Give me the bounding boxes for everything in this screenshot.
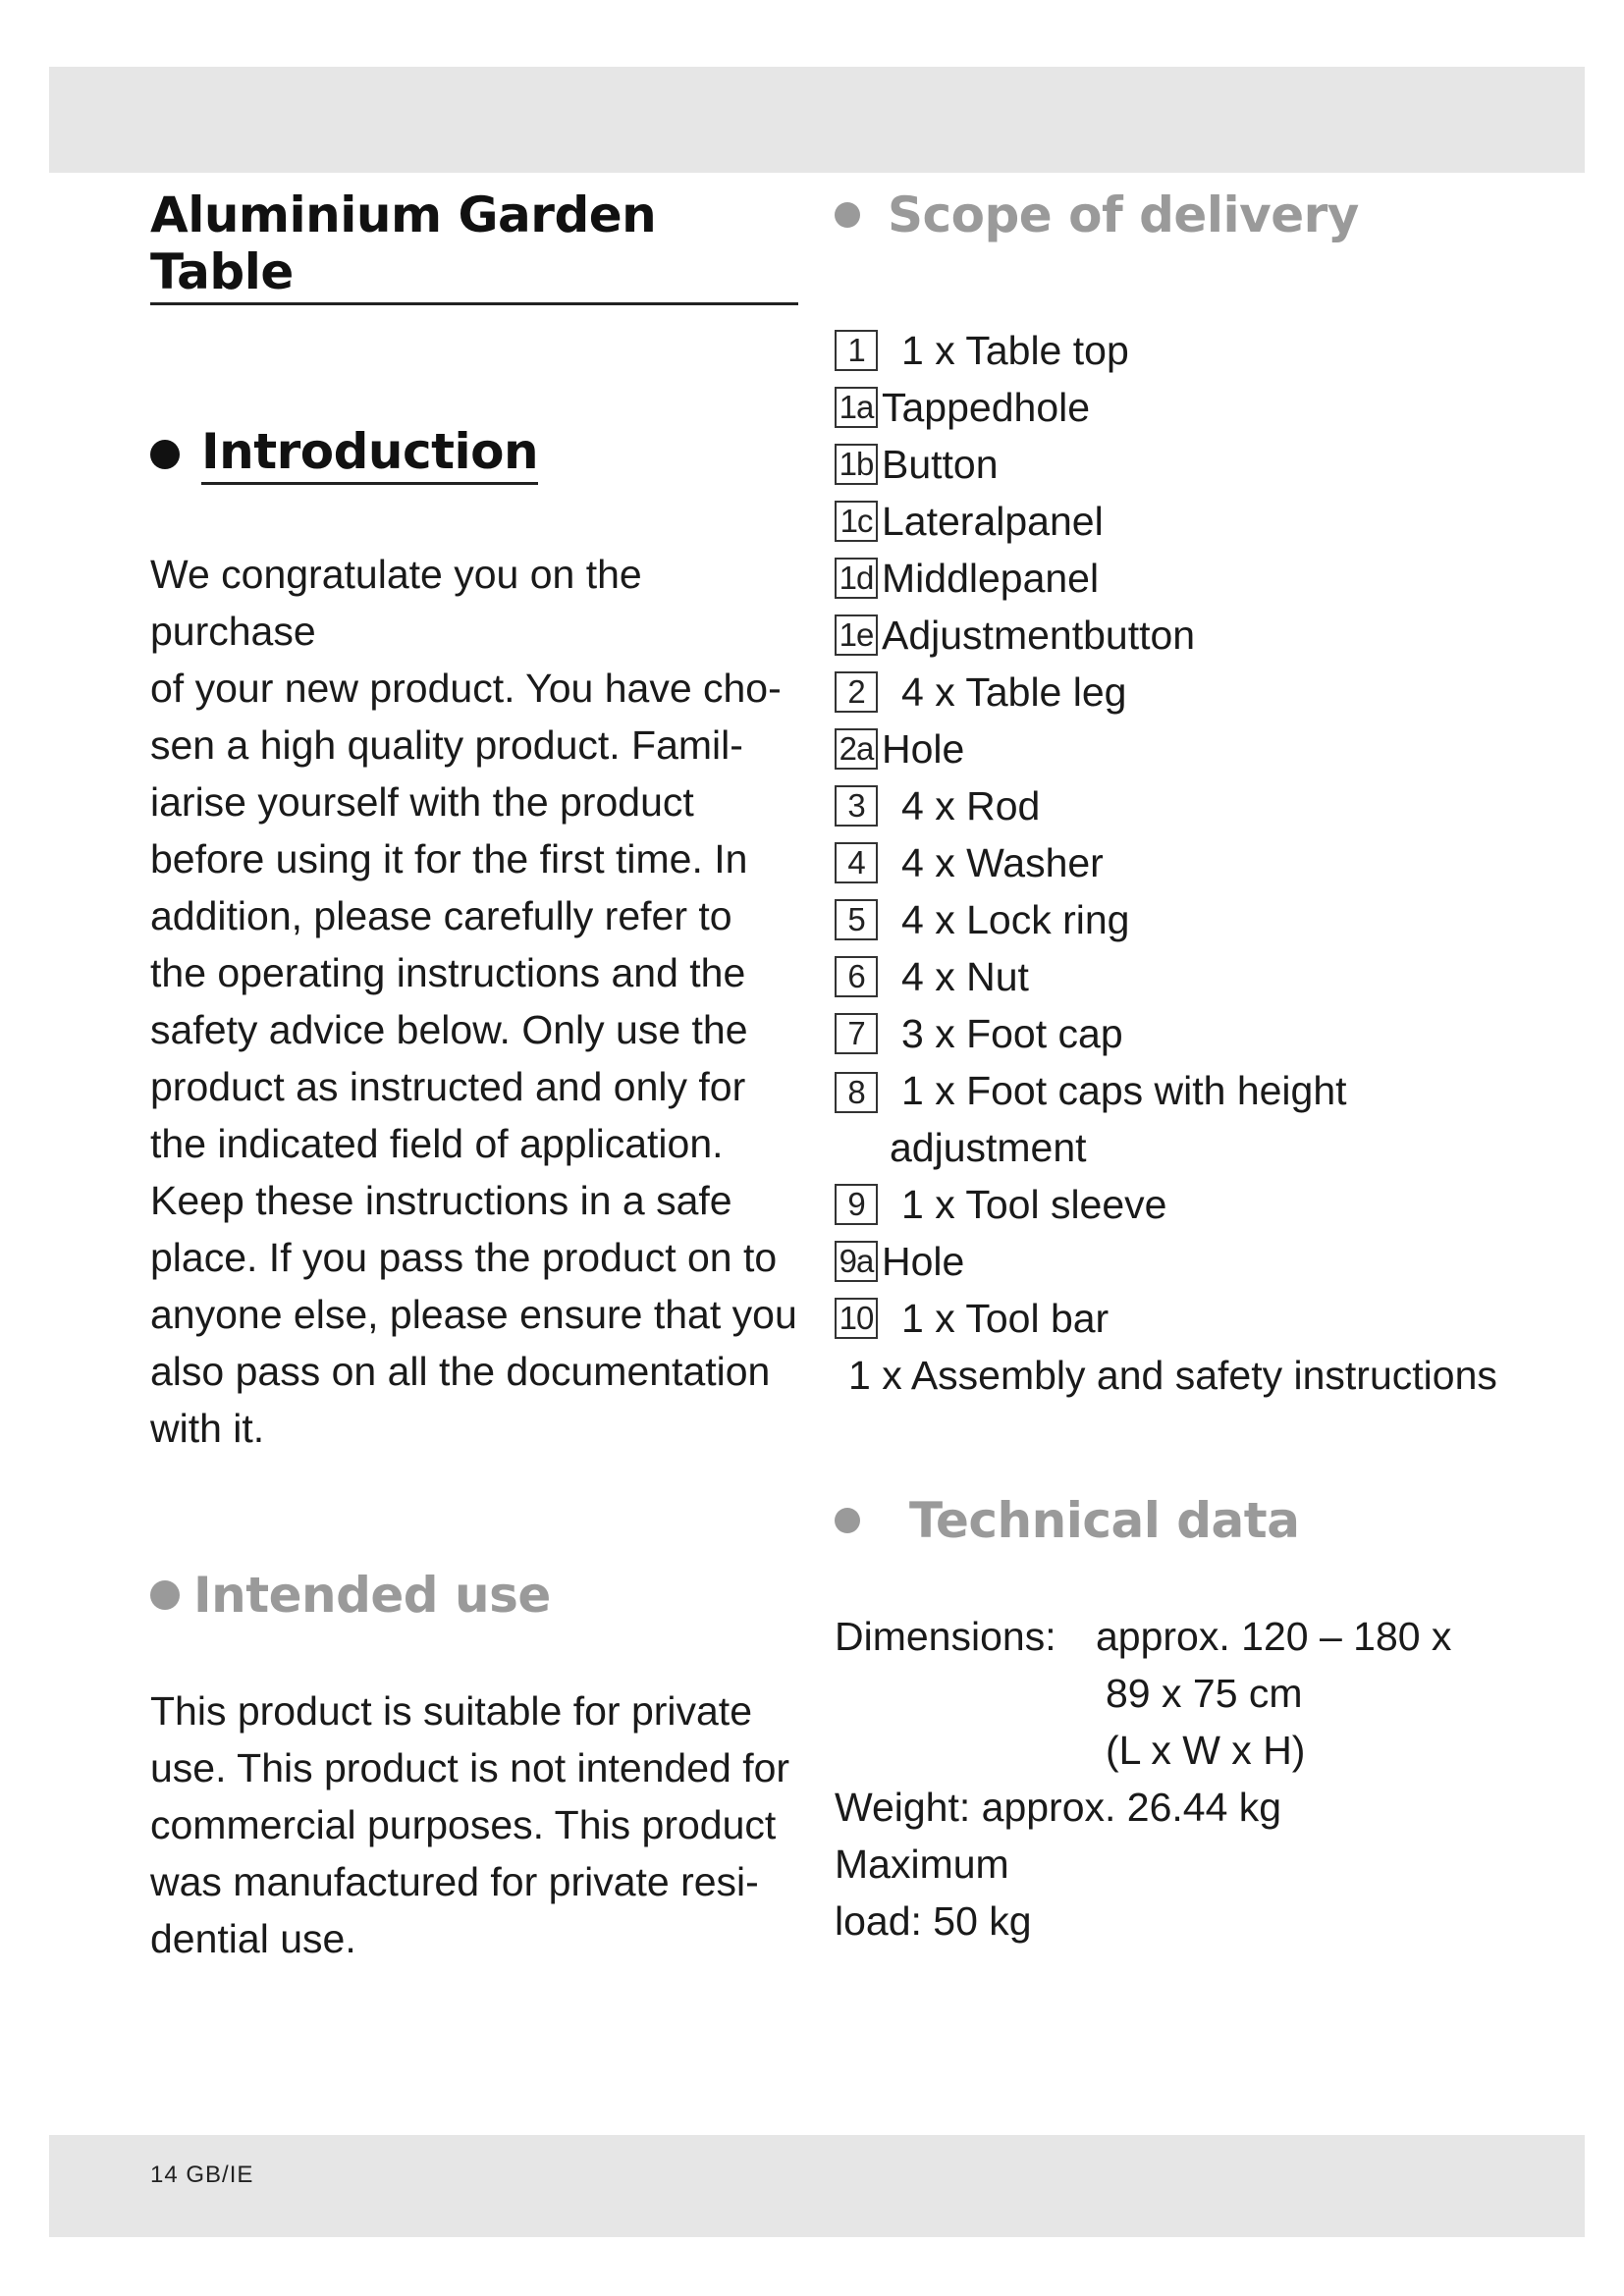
intended-use-paragraph: [150, 1682, 798, 1967]
paragraph-line: product as instructed and only for: [150, 1064, 746, 1109]
paragraph-line: the indicated field of application.: [150, 1121, 724, 1166]
header-band: [49, 67, 1585, 173]
page-footer: 14 GB/IE: [150, 2162, 254, 2188]
scope-item: [835, 1176, 1522, 1233]
scope-item-text: 1 x Tool sleeve: [901, 1181, 1167, 1227]
scope-item: [835, 834, 1522, 891]
introduction-heading-label: Introduction: [201, 423, 538, 485]
scope-item: [835, 664, 1522, 721]
technical-heading-label: Technical data: [909, 1492, 1300, 1549]
scope-item: [835, 550, 1522, 607]
part-number-box: 5: [835, 899, 878, 940]
document-title: Aluminium Garden Table: [150, 187, 798, 305]
paragraph-line: This product is suitable for private: [150, 1688, 752, 1734]
bullet-dot-icon: [835, 1508, 860, 1533]
part-number-box: 1e: [835, 614, 878, 656]
paragraph-line: sen a high quality product. Famil-: [150, 722, 743, 768]
scope-item: [835, 1005, 1522, 1062]
technical-data-block: [835, 1608, 1522, 1949]
left-column: [150, 187, 798, 1967]
scope-item-text: 1 x Tool bar: [901, 1295, 1110, 1341]
scope-of-delivery-heading: [835, 187, 1522, 243]
paragraph-line: before using it for the first time. In: [150, 836, 748, 881]
scope-item: [835, 721, 1522, 777]
scope-item: [835, 607, 1522, 664]
part-number-box: 6: [835, 956, 878, 997]
part-number-box: 2a: [835, 728, 878, 770]
part-number-box: 4: [835, 842, 878, 883]
scope-item-text: Hole: [882, 725, 965, 772]
scope-item-text: Button: [882, 441, 999, 487]
scope-item-text: Tappedhole: [882, 384, 1091, 430]
scope-item-text-line-2: adjustment: [890, 1125, 1087, 1170]
max-load-line-1: Maximum: [835, 1842, 1009, 1887]
scope-item-text: [890, 1062, 1347, 1176]
scope-item-text: Adjustmentbutton: [882, 612, 1196, 658]
paragraph-line: was manufactured for private resi-: [150, 1859, 759, 1904]
scope-item-text-line-1: 1 x Foot caps with height: [901, 1068, 1347, 1113]
paragraph-line: addition, please carefully refer to: [150, 893, 732, 938]
dimensions-value: [1096, 1608, 1451, 1779]
part-number-box: 9a: [835, 1241, 878, 1282]
bullet-dot-icon: [150, 1580, 180, 1610]
dimensions-row: [835, 1608, 1522, 1779]
scope-item: [835, 436, 1522, 493]
part-number-box: 7: [835, 1013, 878, 1054]
dimensions-label: Dimensions:: [835, 1614, 1056, 1659]
part-number-box: 1a: [835, 387, 878, 428]
scope-item-text: 4 x Rod: [901, 782, 1041, 828]
weight-line: Weight: approx. 26.44 kg: [835, 1785, 1282, 1830]
scope-item: [835, 1062, 1522, 1176]
scope-item-text: 4 x Table leg: [901, 668, 1127, 715]
scope-item: [835, 322, 1522, 379]
part-number-box: 2: [835, 671, 878, 713]
scope-heading-label: Scope of delivery: [888, 187, 1359, 243]
paragraph-line: with it.: [150, 1406, 265, 1451]
introduction-heading: [150, 423, 798, 485]
part-number-box: 9: [835, 1184, 878, 1225]
scope-item: [835, 1290, 1522, 1347]
scope-item-text: 4 x Nut: [901, 953, 1029, 999]
part-number-box: 1c: [835, 501, 878, 542]
dimensions-line-2: 89 x 75 cm: [1106, 1671, 1303, 1716]
part-number-box: 3: [835, 785, 878, 827]
paragraph-line: place. If you pass the product on to: [150, 1235, 778, 1280]
paragraph-line: Keep these instructions in a safe: [150, 1178, 732, 1223]
scope-item-text: Hole: [882, 1238, 965, 1284]
scope-item: [835, 379, 1522, 436]
right-column: [835, 187, 1522, 1949]
bullet-dot-icon: [150, 440, 180, 469]
paragraph-line: use. This product is not intended for: [150, 1745, 790, 1790]
part-number-box: 1b: [835, 444, 878, 485]
scope-item: [835, 891, 1522, 948]
introduction-paragraph: [150, 546, 798, 1457]
scope-item-text: 3 x Foot cap: [901, 1010, 1123, 1056]
scope-item-text: Middlepanel: [882, 555, 1100, 601]
scope-item: [835, 948, 1522, 1005]
paragraph-line: anyone else, please ensure that you: [150, 1292, 797, 1337]
paragraph-line: iarise yourself with the product: [150, 779, 694, 825]
technical-data-heading: [835, 1492, 1522, 1549]
scope-extra-item: 1 x Assembly and safety instructions: [848, 1353, 1497, 1398]
bullet-dot-icon: [835, 202, 860, 228]
part-number-box: 8: [835, 1072, 878, 1113]
scope-item-text: 1 x Table top: [901, 327, 1129, 373]
paragraph-line: We congratulate you on the purchase: [150, 552, 642, 654]
part-number-box: 1: [835, 330, 878, 371]
paragraph-line: the operating instructions and the: [150, 950, 746, 995]
paragraph-line: safety advice below. Only use the: [150, 1007, 748, 1052]
paragraph-line: also pass on all the documentation: [150, 1349, 771, 1394]
scope-list: [835, 322, 1522, 1347]
paragraph-line: dential use.: [150, 1916, 356, 1961]
scope-item: [835, 493, 1522, 550]
intended-use-heading-label: Intended use: [193, 1567, 551, 1624]
paragraph-line: commercial purposes. This product: [150, 1802, 777, 1847]
part-number-box: 1d: [835, 558, 878, 599]
scope-item-text: 4 x Lock ring: [901, 896, 1130, 942]
scope-item-text: Lateralpanel: [882, 498, 1104, 544]
dimensions-line-3: (L x W x H): [1106, 1728, 1306, 1773]
max-load-line-2: load: 50 kg: [835, 1898, 1032, 1944]
footer-band: [49, 2135, 1585, 2237]
dimensions-line-1: approx. 120 – 180 x: [1096, 1614, 1452, 1659]
scope-item-text: 4 x Washer: [901, 839, 1104, 885]
scope-item: [835, 777, 1522, 834]
part-number-box: 10: [835, 1298, 878, 1339]
intended-use-heading: [150, 1567, 798, 1624]
scope-item: [835, 1233, 1522, 1290]
paragraph-line: of your new product. You have cho-: [150, 666, 782, 711]
